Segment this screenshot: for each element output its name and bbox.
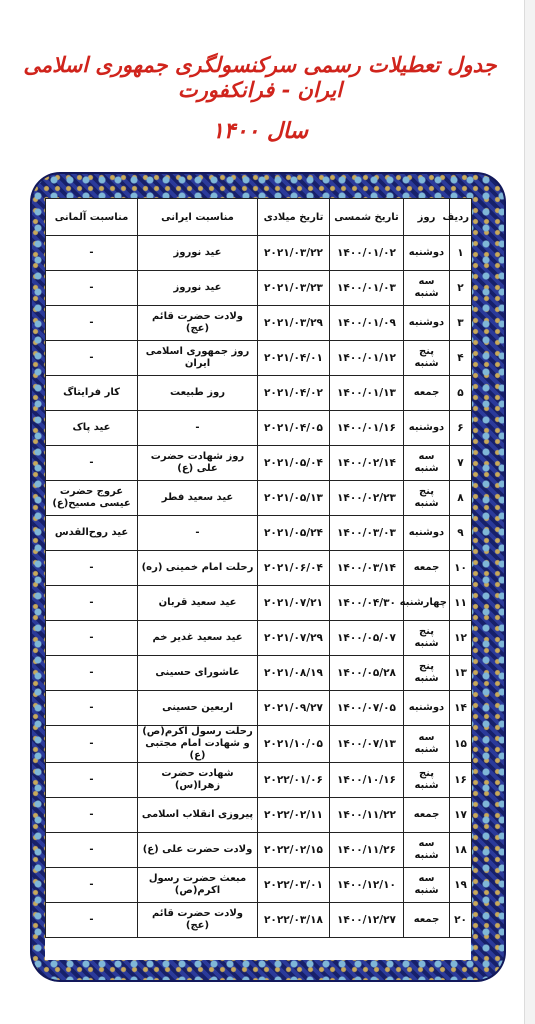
miladi-date-cell: ۲۰۲۱/۰۳/۲۲: [258, 236, 330, 271]
iranian-occasion-cell: ولادت حضرت علی (ع): [138, 833, 258, 868]
header-row-number: ردیف: [450, 199, 472, 236]
day-cell: جمعه: [404, 376, 450, 411]
shamsi-date-cell: ۱۴۰۰/۰۷/۰۵: [330, 691, 404, 726]
row-number-cell: ۶: [450, 411, 472, 446]
iranian-occasion-cell: مبعث حضرت رسول اکرم(ص): [138, 868, 258, 903]
shamsi-date-cell: ۱۴۰۰/۰۳/۰۳: [330, 516, 404, 551]
header-miladi-date: تاریخ میلادی: [258, 199, 330, 236]
row-number-cell: ۱۷: [450, 798, 472, 833]
row-number-cell: ۱۰: [450, 551, 472, 586]
table-header-row: [46, 199, 472, 236]
miladi-date-cell: ۲۰۲۲/۰۳/۱۸: [258, 903, 330, 938]
miladi-date-cell: ۲۰۲۱/۰۹/۲۷: [258, 691, 330, 726]
shamsi-date-cell: ۱۴۰۰/۰۱/۰۹: [330, 306, 404, 341]
row-number-cell: ۱۶: [450, 763, 472, 798]
shamsi-date-cell: ۱۴۰۰/۰۱/۰۳: [330, 271, 404, 306]
table-row: [46, 656, 472, 691]
miladi-date-cell: ۲۰۲۱/۰۵/۰۴: [258, 446, 330, 481]
table-row: [46, 621, 472, 656]
shamsi-date-cell: ۱۴۰۰/۰۱/۰۲: [330, 236, 404, 271]
miladi-date-cell: ۲۰۲۱/۰۴/۰۲: [258, 376, 330, 411]
german-occasion-cell: -: [46, 903, 138, 938]
iranian-occasion-cell: ولادت حضرت قائم (عج): [138, 306, 258, 341]
miladi-date-cell: ۲۰۲۱/۰۳/۲۹: [258, 306, 330, 341]
day-cell: پنج شنبه: [404, 763, 450, 798]
german-occasion-cell: -: [46, 621, 138, 656]
holiday-table: [45, 198, 472, 938]
german-occasion-cell: -: [46, 341, 138, 376]
miladi-date-cell: ۲۰۲۱/۰۵/۲۴: [258, 516, 330, 551]
day-cell: دوشنبه: [404, 236, 450, 271]
german-occasion-cell: -: [46, 271, 138, 306]
table-row: [46, 691, 472, 726]
miladi-date-cell: ۲۰۲۱/۱۰/۰۵: [258, 726, 330, 763]
shamsi-date-cell: ۱۴۰۰/۱۱/۲۶: [330, 833, 404, 868]
iranian-occasion-cell: عید سعید غدیر خم: [138, 621, 258, 656]
german-occasion-cell: -: [46, 691, 138, 726]
german-occasion-cell: -: [46, 446, 138, 481]
german-occasion-cell: -: [46, 798, 138, 833]
row-number-cell: ۱۸: [450, 833, 472, 868]
miladi-date-cell: ۲۰۲۱/۰۷/۲۱: [258, 586, 330, 621]
row-number-cell: ۱: [450, 236, 472, 271]
row-number-cell: ۱۱: [450, 586, 472, 621]
german-occasion-cell: عید روح‌القدس: [46, 516, 138, 551]
table-row: [46, 551, 472, 586]
german-occasion-cell: عروج حضرت عیسی مسیح(ع): [46, 481, 138, 516]
shamsi-date-cell: ۱۴۰۰/۰۱/۱۶: [330, 411, 404, 446]
shamsi-date-cell: ۱۴۰۰/۰۷/۱۳: [330, 726, 404, 763]
day-cell: سه شنبه: [404, 726, 450, 763]
german-occasion-cell: عید پاک: [46, 411, 138, 446]
day-cell: پنج شنبه: [404, 481, 450, 516]
table-row: [46, 446, 472, 481]
day-cell: پنج شنبه: [404, 341, 450, 376]
table-row: [46, 411, 472, 446]
miladi-date-cell: ۲۰۲۱/۰۴/۰۱: [258, 341, 330, 376]
iranian-occasion-cell: عید نوروز: [138, 236, 258, 271]
row-number-cell: ۱۲: [450, 621, 472, 656]
shamsi-date-cell: ۱۴۰۰/۰۲/۱۴: [330, 446, 404, 481]
day-cell: چهارشنبه: [404, 586, 450, 621]
day-cell: جمعه: [404, 903, 450, 938]
german-occasion-cell: -: [46, 551, 138, 586]
iranian-occasion-cell: روز جمهوری اسلامی ایران: [138, 341, 258, 376]
row-number-cell: ۱۹: [450, 868, 472, 903]
day-cell: سه شنبه: [404, 833, 450, 868]
day-cell: دوشنبه: [404, 411, 450, 446]
iranian-occasion-cell: رحلت رسول اکرم(ص) و شهادت امام مجتبی (ع): [138, 726, 258, 763]
iranian-occasion-cell: عید نوروز: [138, 271, 258, 306]
table-row: [46, 586, 472, 621]
table-row: [46, 516, 472, 551]
shamsi-date-cell: ۱۴۰۰/۰۵/۰۷: [330, 621, 404, 656]
iranian-occasion-cell: عاشورای حسینی: [138, 656, 258, 691]
row-number-cell: ۹: [450, 516, 472, 551]
table-row: [46, 481, 472, 516]
day-cell: سه شنبه: [404, 446, 450, 481]
miladi-date-cell: ۲۰۲۱/۰۵/۱۳: [258, 481, 330, 516]
german-occasion-cell: کار فرایتاگ: [46, 376, 138, 411]
iranian-occasion-cell: روز طبیعت: [138, 376, 258, 411]
table-row: [46, 271, 472, 306]
miladi-date-cell: ۲۰۲۱/۰۶/۰۴: [258, 551, 330, 586]
holiday-table-panel: [45, 198, 471, 960]
row-number-cell: ۲: [450, 271, 472, 306]
shamsi-date-cell: ۱۴۰۰/۱۲/۱۰: [330, 868, 404, 903]
shamsi-date-cell: ۱۴۰۰/۱۱/۲۲: [330, 798, 404, 833]
table-row: [46, 306, 472, 341]
iranian-occasion-cell: ولادت حضرت قائم (عج): [138, 903, 258, 938]
miladi-date-cell: ۲۰۲۲/۰۲/۱۱: [258, 798, 330, 833]
table-row: [46, 868, 472, 903]
shamsi-date-cell: ۱۴۰۰/۰۴/۳۰: [330, 586, 404, 621]
page-title: جدول تعطیلات رسمی سرکنسولگری جمهوری اسلامی ایران - فرانکفورت: [23, 52, 497, 102]
shamsi-date-cell: ۱۴۰۰/۰۵/۲۸: [330, 656, 404, 691]
row-number-cell: ۲۰: [450, 903, 472, 938]
day-cell: پنج شنبه: [404, 621, 450, 656]
iranian-occasion-cell: -: [138, 516, 258, 551]
row-number-cell: ۱۵: [450, 726, 472, 763]
miladi-date-cell: ۲۰۲۲/۰۲/۱۵: [258, 833, 330, 868]
day-cell: دوشنبه: [404, 516, 450, 551]
day-cell: سه شنبه: [404, 868, 450, 903]
row-number-cell: ۵: [450, 376, 472, 411]
shamsi-date-cell: ۱۴۰۰/۰۱/۱۲: [330, 341, 404, 376]
miladi-date-cell: ۲۰۲۱/۰۳/۲۳: [258, 271, 330, 306]
german-occasion-cell: -: [46, 656, 138, 691]
german-occasion-cell: -: [46, 868, 138, 903]
table-row: [46, 376, 472, 411]
german-occasion-cell: -: [46, 306, 138, 341]
day-cell: دوشنبه: [404, 306, 450, 341]
day-cell: جمعه: [404, 798, 450, 833]
row-number-cell: ۷: [450, 446, 472, 481]
row-number-cell: ۸: [450, 481, 472, 516]
header-shamsi-date: تاریخ شمسی: [330, 199, 404, 236]
miladi-date-cell: ۲۰۲۲/۰۱/۰۶: [258, 763, 330, 798]
table-row: [46, 726, 472, 763]
iranian-occasion-cell: روز شهادت حضرت علی (ع): [138, 446, 258, 481]
row-number-cell: ۴: [450, 341, 472, 376]
table-row: [46, 903, 472, 938]
iranian-occasion-cell: پیروزی انقلاب اسلامی: [138, 798, 258, 833]
miladi-date-cell: ۲۰۲۱/۰۸/۱۹: [258, 656, 330, 691]
iranian-occasion-cell: شهادت حضرت زهرا(س): [138, 763, 258, 798]
table-row: [46, 798, 472, 833]
row-number-cell: ۱۴: [450, 691, 472, 726]
iranian-occasion-cell: رحلت امام خمینی (ره): [138, 551, 258, 586]
year-subtitle: سال ۱۴۰۰: [211, 118, 309, 144]
shamsi-date-cell: ۱۴۰۰/۰۱/۱۳: [330, 376, 404, 411]
row-number-cell: ۳: [450, 306, 472, 341]
iranian-occasion-cell: عید سعید فطر: [138, 481, 258, 516]
header-iranian-occasion: مناسبت ایرانی: [138, 199, 258, 236]
german-occasion-cell: -: [46, 236, 138, 271]
german-occasion-cell: -: [46, 763, 138, 798]
miladi-date-cell: ۲۰۲۱/۰۷/۲۹: [258, 621, 330, 656]
page-edge: [524, 0, 535, 1024]
header-german-occasion: مناسبت آلمانی: [46, 199, 138, 236]
table-row: [46, 833, 472, 868]
shamsi-date-cell: ۱۴۰۰/۱۰/۱۶: [330, 763, 404, 798]
miladi-date-cell: ۲۰۲۲/۰۳/۰۱: [258, 868, 330, 903]
day-cell: سه شنبه: [404, 271, 450, 306]
german-occasion-cell: -: [46, 833, 138, 868]
shamsi-date-cell: ۱۴۰۰/۰۲/۲۳: [330, 481, 404, 516]
german-occasion-cell: -: [46, 726, 138, 763]
shamsi-date-cell: ۱۴۰۰/۱۲/۲۷: [330, 903, 404, 938]
german-occasion-cell: -: [46, 586, 138, 621]
shamsi-date-cell: ۱۴۰۰/۰۳/۱۴: [330, 551, 404, 586]
day-cell: جمعه: [404, 551, 450, 586]
table-row: [46, 341, 472, 376]
row-number-cell: ۱۳: [450, 656, 472, 691]
iranian-occasion-cell: اربعین حسینی: [138, 691, 258, 726]
miladi-date-cell: ۲۰۲۱/۰۴/۰۵: [258, 411, 330, 446]
day-cell: دوشنبه: [404, 691, 450, 726]
table-row: [46, 763, 472, 798]
table-row: [46, 236, 472, 271]
iranian-occasion-cell: -: [138, 411, 258, 446]
iranian-occasion-cell: عید سعید قربان: [138, 586, 258, 621]
day-cell: پنج شنبه: [404, 656, 450, 691]
header-day: روز: [404, 199, 450, 236]
